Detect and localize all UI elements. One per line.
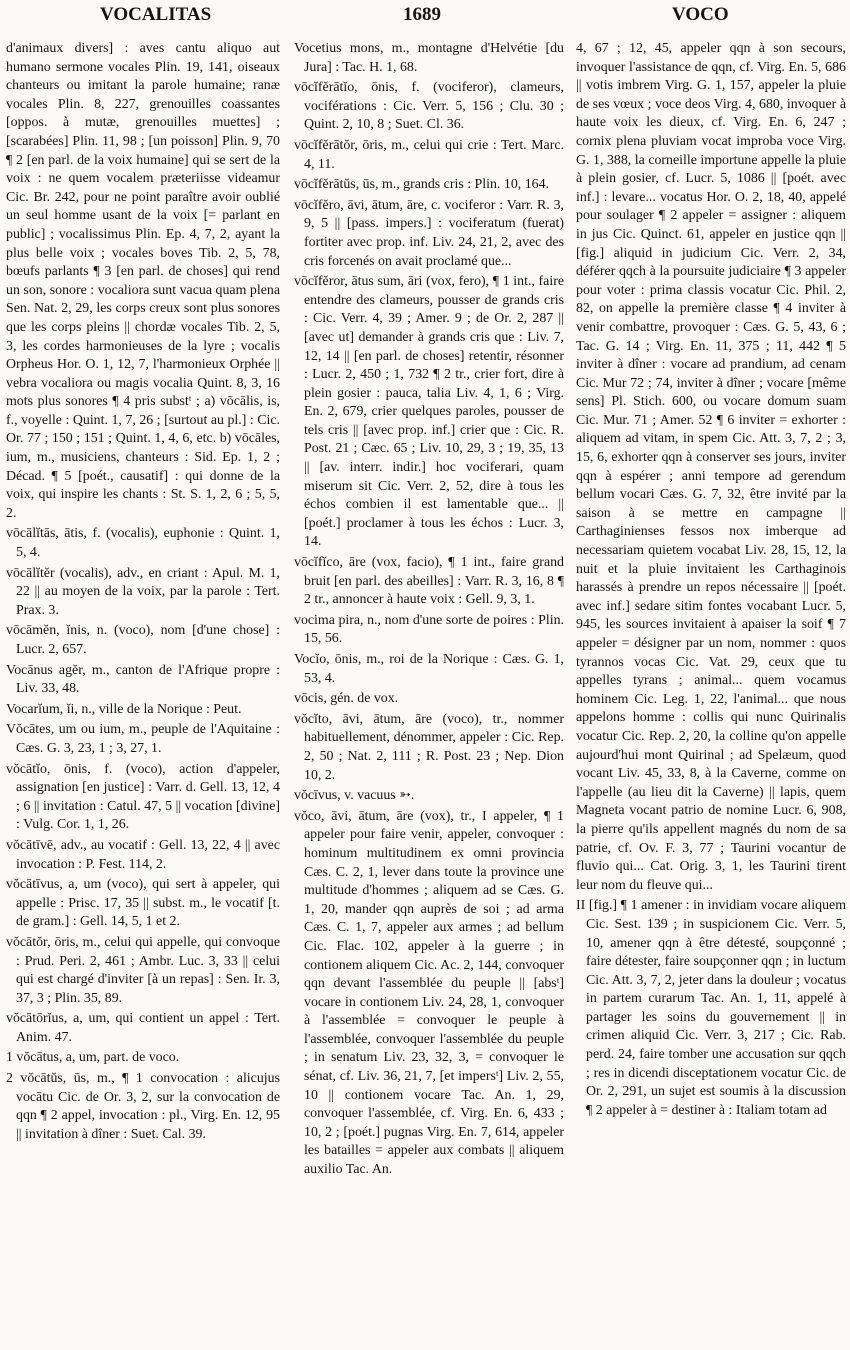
entry: Vocĭo, ōnis, m., roi de la Norique : Cæs. G. 1, 53, 4. — [294, 652, 564, 686]
entry: Vocetius mons, m., montagne d'Helvétie [du Jura] : Tac. H. 1, 68. — [294, 41, 564, 75]
running-header — [0, 4, 850, 28]
entry: Vocarĭum, ĭi, n., ville de la Norique : Peut. — [6, 701, 242, 717]
entry: vōcĭfĕrātĭo, ōnis, f. (vociferor), clameurs, vociférations : Cic. Verr. 5, 156 ; Clu. 30 ; Quint. 2, 10, 8 ; Suet. Cl. 36. — [294, 80, 564, 133]
header-left-guide-word: VOCALITAS — [100, 4, 212, 25]
entry: vōcĭfĭco, āre (vox, facio), ¶ 1 int., faire grand bruit [en parl. des abeilles] : Varr. R. 3, 16, 8 ¶ 2 tr., annoncer à haute voix : Gell. 9, 3, 1. — [294, 555, 564, 608]
entry: vōcis, gén. de vox. — [294, 691, 399, 707]
entry: vōcĭfĕrātŏr, ōris, m., celui qui crie : Tert. Marc. 4, 11. — [294, 137, 564, 172]
column-left — [6, 40, 280, 1342]
entry: vocima pira, n., nom d'une sorte de poires : Plin. 15, 56. — [294, 612, 564, 647]
entry: vŏcātŏr, ōris, m., celui qui appelle, qui convoque : Prud. Peri. 2, 461 ; Ambr. Luc. 3, 33 || celui qui est chargé d'inviter [à un repas] : Sen. Ir. 3, 37, 3 ; Plin. 35, 89. — [6, 934, 280, 1006]
entry: 2 vŏcātŭs, ūs, m., ¶ 1 convocation : alicujus vocātu Cic. de Or. 3, 2, sur la convocation de qqn ¶ 2 appel, invocation : pl., Virg. En. 12, 95 || invitation à dîner : Suet. Cal. 39. — [6, 1071, 280, 1142]
entry: vōcĭfĕrātŭs, ūs, m., grands cris : Plin. 10, 164. — [294, 177, 550, 193]
entry: vŏco, āvi, ātum, āre (vox), tr., I appeler, ¶ 1 appeler pour faire venir, appeler, convoquer : hominum multitudinem ex omni provincia Cæs. C. 2, 1, lever dans toute la province une multitude d'hommes ; aliquem ad se Cæs. G. 1, 20, mander qqn auprès de soi ; ad arma Cæs. C. 1, 7, appeler aux armes ; ad bellum Cic. Flac. 102, appeler à la guerre ; in contionem aliquem Cic. Ac. 2, 144, convoquer qqn devant l'assemblée du peuple || [absᵗ] vocare in contionem Liv. 24, 28, 1, convoquer à l'assemblée = convoquer le peuple à l'assemblée, convoquer l'assemblée du peuple ; in senatum Liv. 23, 32, 3, = convoquer le sénat, cf. Liv. 36, 21, 7, [et impersᵗ] Liv. 2, 55, 10 || contionem vocare Tac. An. 1, 29, convoquer l'assemblée, cf. Virg. En. 6, 433 ; 10, 2 ; [poét.] pugnas Virg. En. 7, 614, appeler les batailles = appeler aux combats || aliquem auxilio Tac. An. — [294, 808, 564, 1178]
entry: vŏcātōrĭus, a, um, qui contient un appel : Tert. Anim. 47. — [6, 1011, 280, 1045]
entry: d'animaux divers] : aves cantu aliquo aut humano sermone vocales Plin. 19, 141, oiseaux chanteurs ou imitant la parole humaine; ranæ vocales Plin. 8, 227, grenouilles coassantes [oppos. à mutæ, grenouilles muettes] ; [scarabées] Plin. 11, 98 ; [un poisson] Plin. 9, 70 ¶ 2 [en parl. de la voix humaine] qui se sert de la voix : ne quem vocalem præteriisse videamur Cic. Br. 242, pour ne point paraître avoir oublié un seul homme usant de la voix [= parlant en public] ; vocalissimus Plin. Ep. 4, 7, 2, ayant la plus belle voix ; vocales boves Tib. 2, 5, 78, bœufs parlants ¶ 3 [en parl. de choses] qui rend un son, sonore : vocaliora sunt vacua quam plena Sen. Nat. 2, 29, les corps creux sont plus sonores que les corps pleins || chordæ vocales Tib. 2, 5, 3, les cordes harmonieuses de la lyre ; vocalis Orpheus Hor. O. 1, 12, 7, l'harmonieux Orphée || vebra vocaliora ou magis vocalia Quint. 8, 3, 16 mots plus sonores ¶ 4 pris substᵗ ; a) vōcālis, is, f., voyelle : Quint. 1, 7, 26 ; [surtout au pl.] : Cic. Or. 77 ; 150 ; 151 ; Quint. 1, 4, 6, etc. b) vōcāles, ium, m., musiciens, chanteurs : Sid. Ep. 1, 2 ; Décad. ¶ 5 [poét., causatif] : qui donne de la voix, qui inspire les chants : St. S. 1, 2, 6 ; 5, 5, 2. — [6, 41, 280, 521]
entry: vŏcātĭo, ōnis, f. (voco), action d'appeler, assignation [en justice] : Varr. d. Gell. 13, 12, 4 ; 6 || invitation : Catul. 47, 5 || vocation [divine] : Vulg. Cor. 1, 1, 26. — [6, 761, 280, 833]
entry: vŏcīvus, v. vacuus ➳. — [294, 788, 415, 804]
entry: vōcĭfĕro, āvi, ātum, āre, c. vociferor : Varr. R. 3, 9, 5 || [pass. impers.] : vociferatum (fuerat) fortiter avec prop. inf. Liv. 24, 21, 2, avec des cris forcenés on avait proclamé que... — [294, 197, 564, 269]
page-number: 1689 — [403, 4, 441, 25]
entry: vōcāmĕn, ĭnis, n. (voco), nom [d'une chose] : Lucr. 2, 657. — [6, 623, 280, 657]
entry: vŏcĭto, āvi, ātum, āre (voco), tr., nommer habituellement, dénommer, appeler : Cic. Rep. 2, 50 ; Nat. 2, 111 ; R. Post. 23 ; Nep. Dion 10, 2. — [294, 711, 564, 783]
entry: Vŏcātes, um ou ium, m., peuple de l'Aquitaine : Cæs. G. 3, 23, 1 ; 3, 27, 1. — [6, 722, 280, 756]
entry: vŏcātīvē, adv., au vocatif : Gell. 13, 22, 4 || avec invocation : P. Fest. 114, 2. — [6, 837, 280, 872]
entry: 1 vŏcātus, a, um, part. de voco. — [6, 1050, 180, 1066]
entry: II [fig.] ¶ 1 amener : in invidiam vocare aliquem Cic. Sest. 139 ; in suspicionem Cic. Verr. 5, 10, amener qqn à être détesté, soupçonné ; faire détester, faire soupçonner qqn ; in luctum Cic. Att. 3, 7, 2, jeter dans la douleur ; vocatus in partem curarum Tac. An. 1, 11, appelé à partager les soins du gouvernement || in crimen aliquid Cic. Verr. 3, 217 ; Cic. Rab. perd. 24, faire tomber une accusation sur qqch ; res in dicendi disceptationem vocatur Cic. de Or. 2, 291, un sujet est soumis à la discussion ¶ 2 appeler à = destiner à : Italiam totam ad — [576, 898, 846, 1118]
entry: vōcālĭtās, ātis, f. (vocalis), euphonie : Quint. 1, 5, 4. — [6, 526, 280, 561]
entry: Vocānus agĕr, m., canton de l'Afrique propre : Liv. 33, 48. — [6, 662, 280, 697]
entry: vōcĭfĕror, ātus sum, āri (vox, fero), ¶ 1 int., faire entendre des clameurs, pousser de grands cris : Cic. Verr. 4, 39 ; Amer. 9 ; de Or. 2, 287 || [avec ut] demander à grands cris que : Liv. 7, 12, 14 || [en parl. de choses] retentir, résonner : Lucr. 2, 450 ; 1, 732 ¶ 2 tr., crier fort, dire à plein gosier : pauca, talia Liv. 4, 1, 6 ; Virg. En. 2, 679, crier quelques paroles, pousser de tels cris || [avec prop. inf.] crier que : Cic. R. Post. 21 ; Cæc. 65 ; Liv. 10, 29, 3 ; 19, 35, 13 || [av. interr. indir.] hoc vociferari, quam miserum sit Cic. Verr. 2, 52, dire à tous les échos combien il est lamentable que... || [poét.] proclamer à tous les échos : Lucr. 3, 14. — [294, 274, 564, 550]
entry: vōcālĭtĕr (vocalis), adv., en criant : Apul. M. 1, 22 || au moyen de la voix, par la parole : Tert. Prax. 3. — [6, 565, 280, 618]
column-middle — [294, 40, 564, 1342]
header-right-guide-word: VOCO — [672, 4, 729, 25]
entry: vŏcātīvus, a, um (voco), qui sert à appeler, qui appelle : Prisc. 17, 35 || subst. m., le vocatif [t. de gram.] : Gell. 14, 5, 1 et 2. — [6, 877, 280, 930]
entry: 4, 67 ; 12, 45, appeler qqn à son secours, invoquer l'assistance de qqn, cf. Virg. En. 5, 686 || votis imbrem Virg. G. 1, 157, appeler la pluie de ses vœux ; voce deos Virg. 4, 680, invoquer à haute voix les dieux, cf. Virg. En. 6, 247 ; cornix plena pluviam vocat improba voce Virg. G. 1, 388, la corneille importune appelle la pluie à plein gosier, cf. Lucr. 5, 1086 || [poét. avec inf.] : levare... vocatus Hor. O. 2, 18, 40, appelé pour soulager ¶ 2 appeler = assigner : aliquem in jus Cic. Quinct. 61, appeler en justice qqn || [fig.] aliquid in judicium Cic. Verr. 2, 34, déférer qqch à la poursuite judiciaire ¶ 3 appeler pour voter : prima classis vocatur Cic. Phil. 2, 82, on appelle la première classe ¶ 4 inviter à venir combattre, provoquer : Cæs. G. 5, 43, 6 ; Tac. G. 14 ; Virg. En. 11, 375 ; 11, 442 ¶ 5 inviter à dîner : vocare ad prandium, ad cenam Cic. Mur 72 ; 74, inviter à dîner ; vocare [même sens] Pl. Stich. 600, ou vocare domum suam Cic. Mur. 71 ; Amer. 52 ¶ 6 inviter = exhorter : aliquem ad vitam, in spem Cic. Att. 3, 7, 2 ; 3, 15, 6, exhorter qqn à conserver ses jours, inviter qqn à espérer ; anni tempore ad gerendum bellum vocari Cæs. G. 7, 32, être invité par la saison à se mettre en campagne || Carthaginienses fessos nox imberque ad necessariam quietem vocabat Liv. 28, 15, 12, la nuit et la pluie invitaient les Carthaginois harassés à prendre un repos nécessaire || [poét. avec inf.] sedare sitim fontes vocabant Lucr. 5, 945, les sources invitaient à apaiser la soif ¶ 7 appeler = désigner par un nom, nommer : quos tyrannos vocas Cic. Vat. 29, ceux que tu appelles tyrans ; animal... quem vocamus hominem Cic. Leg. 1, 22, l'animal... que nous appelons homme : collis qui nunc Quirinalis vocatur Cic. Rep. 2, 20, la colline qu'on appelle aujourd'hui mont Quirinal ; ad Spelæum, quod vocant Liv. 45, 33, 8, à la Caverne, comme on l'appelle (au lieu dit la Caverne) || lapis, quem Magneta vocant patrio de nomine Lucr. 6, 908, la pierre qu'ils appellent magnés du nom de sa patrie, cf. Ov. F. 3, 77 ; Taurini vocantur de fluvio qui... Cat. Orig. 3, 1, les Taurini tirent leur nom du fleuve qui... — [576, 41, 846, 893]
column-right — [576, 40, 846, 1342]
